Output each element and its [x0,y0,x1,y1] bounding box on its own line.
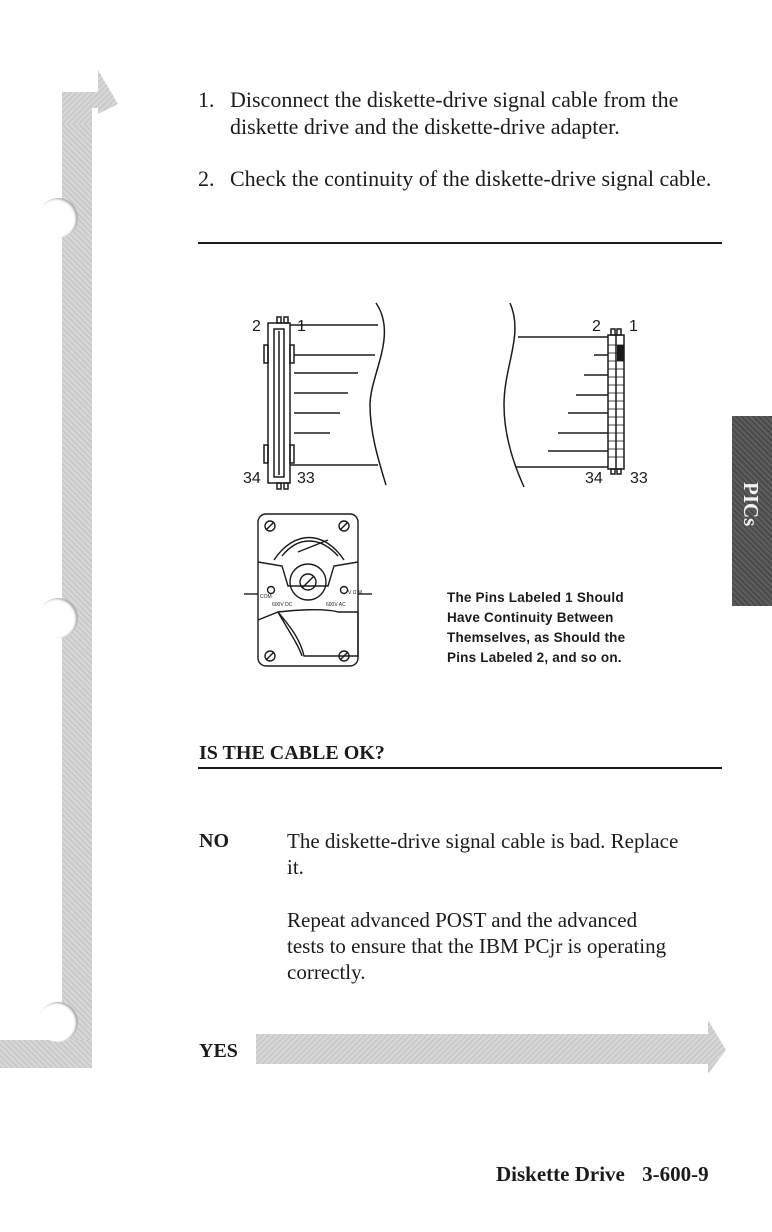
text-line: The diskette-drive signal cable is bad. Replace [287,829,679,853]
footer-section-title: Diskette Drive [496,1162,625,1186]
divider [198,767,722,769]
binder-hole [38,1002,78,1042]
footer-section [496,1162,709,1187]
right-connector-diagram [490,295,650,495]
binder-hole [38,598,78,638]
caption-line: Have Continuity Between [447,610,614,625]
caption-line: The Pins Labeled 1 Should [447,590,624,605]
caption-line: Pins Labeled 2, and so on. [447,650,622,665]
diagram-caption [447,588,687,668]
step-1 [198,86,728,146]
pin-label: 33 [630,470,648,487]
text-line: it. [287,855,304,879]
pics-tab-label: PICs [739,482,763,527]
meter-vom-label: V Ω M [348,590,363,596]
pin-label: 1 [629,318,638,335]
multimeter-icon [244,512,374,672]
footer-page-number: 3-600-9 [642,1162,709,1186]
step-text: Check the continuity of the diskette-drive signal cable. [230,166,712,191]
step-text: Disconnect the diskette-drive signal cable from the diskette drive and the diskette-drive adapter. [230,87,679,139]
meter-dc-label: 600V DC [272,602,293,608]
binder-hole [38,198,78,238]
meter-ac-label: 600V AC [326,602,346,608]
flow-bar-bottom [0,1040,92,1068]
text-line: tests to ensure that the IBM PCjr is operating [287,934,667,958]
answer-no-label: NO [199,830,229,852]
caption-line: Themselves, as Should the [447,630,626,645]
flow-arrow-top [60,68,120,124]
pin-label: 2 [252,318,261,335]
step-number: 1. [198,87,215,112]
answer-yes-label: YES [199,1040,238,1062]
pin-label: 2 [592,318,601,335]
pin-label: 34 [585,470,603,487]
pin-label: 34 [243,470,261,487]
answer-no-followup [287,907,737,985]
step-number: 2. [198,166,215,191]
answer-no-text [287,828,737,880]
meter-com-label: COM [260,594,272,600]
divider [198,242,722,244]
text-line: correctly. [287,960,366,984]
step-2 [198,165,728,225]
pin-label: 1 [297,318,306,335]
pics-tab [732,416,772,606]
yes-arrow [256,1018,728,1076]
pin-label: 33 [297,470,315,487]
question-heading: IS THE CABLE OK? [199,742,385,764]
text-line: Repeat advanced POST and the advanced [287,908,638,932]
